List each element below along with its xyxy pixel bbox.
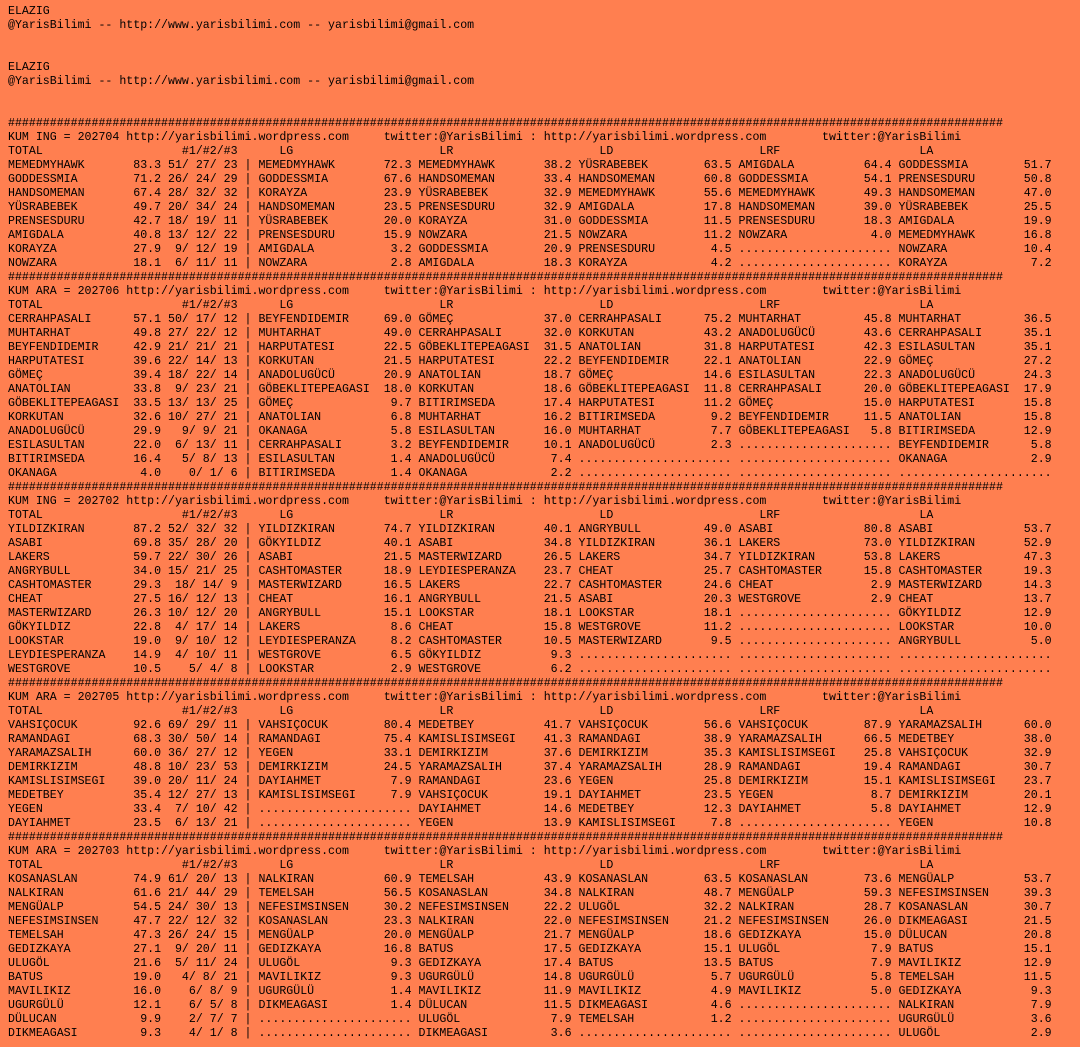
table-row: YÜSRABEBEK 49.7 20/ 34/ 24 | HANDSOMEMAN 23.5 PRENSESDURU 32.9 AMIGDALA 17.8 HANDSOMEMAN 39.0 YÜSRABEBEK 25.5 [8,201,1052,214]
table-row: KAMISLISIMSEGI 39.0 20/ 11/ 24 | DAYIAHMET 7.9 RAMANDAGI 23.6 YEGEN 25.8 DEMIRKIZIM 15.1 KAMISLISIMSEGI 23.7 [8,775,1052,788]
separator-line: ############################################################################################################################################### [8,831,1003,844]
blank-line [8,47,1080,61]
table-row: WESTGROVE 10.5 5/ 4/ 8 | LOOKSTAR 2.9 WESTGROVE 6.2 ...................... ...................... ...................... [8,663,1052,676]
table-row: CERRAHPASALI 57.1 50/ 17/ 12 | BEYFENDIDEMIR 69.0 GÖMEÇ 37.0 CERRAHPASALI 75.2 MUHTARHAT 45.8 MUHTARHAT 36.5 [8,313,1052,326]
separator-line: ############################################################################################################################################### [8,271,1003,284]
column-headers: TOTAL #1/#2/#3 LG LR LD LRF LA [8,145,934,158]
table-row: GÖBEKLITEPEAGASI 33.5 13/ 13/ 25 | GÖMEÇ 9.7 BITIRIMSEDA 17.4 HARPUTATESI 11.2 GÖMEÇ 15.0 HARPUTATESI 15.8 [8,397,1052,410]
table-row: KOSANASLAN 74.9 61/ 20/ 13 | NALKIRAN 60.9 TEMELSAH 43.9 KOSANASLAN 63.5 KOSANASLAN 73.6 MENGÜALP 53.7 [8,873,1052,886]
table-row: MASTERWIZARD 26.3 10/ 12/ 20 | ANGRYBULL 15.1 LOOKSTAR 18.1 LOOKSTAR 18.1 ...................... GÖKYILDIZ 12.9 [8,607,1052,620]
separator-line: ############################################################################################################################################### [8,677,1003,690]
contact-line: @YarisBilimi -- http://www.yarisbilimi.com -- yarisbilimi@gmail.com [8,19,475,32]
table-row: KORAYZA 27.9 9/ 12/ 19 | AMIGDALA 3.2 GODDESSMIA 20.9 PRENSESDURU 4.5 ...................... NOWZARA 10.4 [8,243,1052,256]
table-row: BATUS 19.0 4/ 8/ 21 | MAVILIKIZ 9.3 UGURGÜLÜ 14.8 UGURGÜLÜ 5.7 UGURGÜLÜ 5.8 TEMELSAH 11.5 [8,971,1052,984]
column-headers: TOTAL #1/#2/#3 LG LR LD LRF LA [8,859,934,872]
table-row: OKANAGA 4.0 0/ 1/ 6 | BITIRIMSEDA 1.4 OKANAGA 2.2 ...................... ...................... ...................... [8,467,1052,480]
blank-line [8,89,1080,103]
table-row: LOOKSTAR 19.0 9/ 10/ 12 | LEYDIESPERANZA 8.2 CASHTOMASTER 10.5 MASTERWIZARD 9.5 ...................... ANGRYBULL 5.0 [8,635,1052,648]
table-row: DÜLUCAN 9.9 2/ 7/ 7 | ...................... ULUGÖL 7.9 TEMELSAH 1.2 ...................... UGURGÜLÜ 3.6 [8,1013,1052,1026]
separator-line: ############################################################################################################################################### [8,481,1003,494]
table-row: LAKERS 59.7 22/ 30/ 26 | ASABI 21.5 MASTERWIZARD 26.5 LAKERS 34.7 YILDIZKIRAN 53.8 LAKERS 47.3 [8,551,1052,564]
race-title: KUM ING = 202704 http://yarisbilimi.wordpress.com twitter:@YarisBilimi : http://yarisbilimi.wordpress.com twitter:@YarisBilimi [8,131,962,144]
table-row: VAHSIÇOCUK 92.6 69/ 29/ 11 | VAHSIÇOCUK 80.4 MEDETBEY 41.7 VAHSIÇOCUK 56.6 VAHSIÇOCUK 87.9 YARAMAZSALIH 60.0 [8,719,1052,732]
table-row: ULUGÖL 21.6 5/ 11/ 24 | ULUGÖL 9.3 GEDIZKAYA 17.4 BATUS 13.5 BATUS 7.9 MAVILIKIZ 12.9 [8,957,1052,970]
column-headers: TOTAL #1/#2/#3 LG LR LD LRF LA [8,299,934,312]
table-row: YARAMAZSALIH 60.0 36/ 27/ 12 | YEGEN 33.1 DEMIRKIZIM 37.6 DEMIRKIZIM 35.3 KAMISLISIMSEGI 25.8 VAHSIÇOCUK 32.9 [8,747,1052,760]
table-row: PRENSESDURU 42.7 18/ 19/ 11 | YÜSRABEBEK 20.0 KORAYZA 31.0 GODDESSMIA 11.5 PRENSESDURU 18.3 AMIGDALA 19.9 [8,215,1052,228]
separator-line: ############################################################################################################################################### [8,117,1003,130]
table-row: DIKMEAGASI 9.3 4/ 1/ 8 | ...................... DIKMEAGASI 3.6 ...................... ...................... ULUGÖL 2.9 [8,1027,1052,1040]
blank-line [8,33,1080,47]
table-row: RAMANDAGI 68.3 30/ 50/ 14 | RAMANDAGI 75.4 KAMISLISIMSEGI 41.3 RAMANDAGI 38.9 YARAMAZSALIH 66.5 MEDETBEY 38.0 [8,733,1052,746]
race-title: KUM ING = 202702 http://yarisbilimi.wordpress.com twitter:@YarisBilimi : http://yarisbilimi.wordpress.com twitter:@YarisBilimi [8,495,962,508]
table-row: BITIRIMSEDA 16.4 5/ 8/ 13 | ESILASULTAN 1.4 ANADOLUGÜCÜ 7.4 ...................... ...................... OKANAGA 2.9 [8,453,1052,466]
table-row: CASHTOMASTER 29.3 18/ 14/ 9 | MASTERWIZARD 16.5 LAKERS 22.7 CASHTOMASTER 24.6 CHEAT 2.9 MASTERWIZARD 14.3 [8,579,1052,592]
table-row: UGURGÜLÜ 12.1 6/ 5/ 8 | DIKMEAGASI 1.4 DÜLUCAN 11.5 DIKMEAGASI 4.6 ...................... NALKIRAN 7.9 [8,999,1052,1012]
table-row: ANATOLIAN 33.8 9/ 23/ 21 | GÖBEKLITEPEAGASI 18.0 KORKUTAN 18.6 GÖBEKLITEPEAGASI 11.8 CERRAHPASALI 20.0 GÖBEKLITEPEAGASI 17.9 [8,383,1052,396]
table-row: HARPUTATESI 39.6 22/ 14/ 13 | KORKUTAN 21.5 HARPUTATESI 22.2 BEYFENDIDEMIR 22.1 ANATOLIAN 22.9 GÖMEÇ 27.2 [8,355,1052,368]
table-row: GODDESSMIA 71.2 26/ 24/ 29 | GODDESSMIA 67.6 HANDSOMEMAN 33.4 HANDSOMEMAN 60.8 GODDESSMIA 54.1 PRENSESDURU 50.8 [8,173,1052,186]
location-title: ELAZIG [8,5,50,18]
table-row: CHEAT 27.5 16/ 12/ 13 | CHEAT 16.1 ANGRYBULL 21.5 ASABI 20.3 WESTGROVE 2.9 CHEAT 13.7 [8,593,1052,606]
race-title: KUM ARA = 202703 http://yarisbilimi.wordpress.com twitter:@YarisBilimi : http://yarisbilimi.wordpress.com twitter:@YarisBilimi [8,845,962,858]
contact-line: @YarisBilimi -- http://www.yarisbilimi.com -- yarisbilimi@gmail.com [8,75,475,88]
location-title: ELAZIG [8,61,50,74]
table-row: MAVILIKIZ 16.0 6/ 8/ 9 | UGURGÜLÜ 1.4 MAVILIKIZ 11.9 MAVILIKIZ 4.9 MAVILIKIZ 5.0 GEDIZKAYA 9.3 [8,985,1052,998]
column-headers: TOTAL #1/#2/#3 LG LR LD LRF LA [8,509,934,522]
table-row: NEFESIMSINSEN 47.7 22/ 12/ 32 | KOSANASLAN 23.3 NALKIRAN 22.0 NEFESIMSINSEN 21.2 NEFESIMSINSEN 26.0 DIKMEAGASI 21.5 [8,915,1052,928]
table-row: ESILASULTAN 22.0 6/ 13/ 11 | CERRAHPASALI 3.2 BEYFENDIDEMIR 10.1 ANADOLUGÜCÜ 2.3 ...................... BEYFENDIDEMIR 5.8 [8,439,1052,452]
table-row: YEGEN 33.4 7/ 10/ 42 | ...................... DAYIAHMET 14.6 MEDETBEY 12.3 DAYIAHMET 5.8 DAYIAHMET 12.9 [8,803,1052,816]
table-row: NALKIRAN 61.6 21/ 44/ 29 | TEMELSAH 56.5 KOSANASLAN 34.8 NALKIRAN 48.7 MENGÜALP 59.3 NEFESIMSINSEN 39.3 [8,887,1052,900]
table-row: ASABI 69.8 35/ 28/ 20 | GÖKYILDIZ 40.1 ASABI 34.8 YILDIZKIRAN 36.1 LAKERS 73.0 YILDIZKIRAN 52.9 [8,537,1052,550]
race-title: KUM ARA = 202706 http://yarisbilimi.wordpress.com twitter:@YarisBilimi : http://yarisbilimi.wordpress.com twitter:@YarisBilimi [8,285,962,298]
table-row: MEDETBEY 35.4 12/ 27/ 13 | KAMISLISIMSEGI 7.9 VAHSIÇOCUK 19.1 DAYIAHMET 23.5 YEGEN 8.7 DEMIRKIZIM 20.1 [8,789,1052,802]
race-title: KUM ARA = 202705 http://yarisbilimi.wordpress.com twitter:@YarisBilimi : http://yarisbilimi.wordpress.com twitter:@YarisBilimi [8,691,962,704]
table-row: NOWZARA 18.1 6/ 11/ 11 | NOWZARA 2.8 AMIGDALA 18.3 KORAYZA 4.2 ...................... KORAYZA 7.2 [8,257,1052,270]
table-row: DEMIRKIZIM 48.8 10/ 23/ 53 | DEMIRKIZIM 24.5 YARAMAZSALIH 37.4 YARAMAZSALIH 28.9 RAMANDAGI 19.4 RAMANDAGI 30.7 [8,761,1052,774]
table-row: MEMEDMYHAWK 83.3 51/ 27/ 23 | MEMEDMYHAWK 72.3 MEMEDMYHAWK 38.2 YÜSRABEBEK 63.5 AMIGDALA 64.4 GODDESSMIA 51.7 [8,159,1052,172]
table-row: GÖKYILDIZ 22.8 4/ 17/ 14 | LAKERS 8.6 CHEAT 15.8 WESTGROVE 11.2 ...................... LOOKSTAR 10.0 [8,621,1052,634]
table-row: HANDSOMEMAN 67.4 28/ 32/ 32 | KORAYZA 23.9 YÜSRABEBEK 32.9 MEMEDMYHAWK 55.6 MEMEDMYHAWK 49.3 HANDSOMEMAN 47.0 [8,187,1052,200]
table-row: LEYDIESPERANZA 14.9 4/ 10/ 11 | WESTGROVE 6.5 GÖKYILDIZ 9.3 ...................... ...................... ...................... [8,649,1052,662]
table-row: KORKUTAN 32.6 10/ 27/ 21 | ANATOLIAN 6.8 MUHTARHAT 16.2 BITIRIMSEDA 9.2 BEYFENDIDEMIR 11.5 ANATOLIAN 15.8 [8,411,1052,424]
table-row: ANADOLUGÜCÜ 29.9 9/ 9/ 21 | OKANAGA 5.8 ESILASULTAN 16.0 MUHTARHAT 7.7 GÖBEKLITEPEAGASI 5.8 BITIRIMSEDA 12.9 [8,425,1052,438]
table-row: ANGRYBULL 34.0 15/ 21/ 25 | CASHTOMASTER 18.9 LEYDIESPERANZA 23.7 CHEAT 25.7 CASHTOMASTER 15.8 CASHTOMASTER 19.3 [8,565,1052,578]
blank-line [8,103,1080,117]
table-row: YILDIZKIRAN 87.2 52/ 32/ 32 | YILDIZKIRAN 74.7 YILDIZKIRAN 40.1 ANGRYBULL 49.0 ASABI 80.8 ASABI 53.7 [8,523,1052,536]
column-headers: TOTAL #1/#2/#3 LG LR LD LRF LA [8,705,934,718]
table-row: TEMELSAH 47.3 26/ 24/ 15 | MENGÜALP 20.0 MENGÜALP 21.7 MENGÜALP 18.6 GEDIZKAYA 15.0 DÜLUCAN 20.8 [8,929,1052,942]
table-row: BEYFENDIDEMIR 42.9 21/ 21/ 21 | HARPUTATESI 22.5 GÖBEKLITEPEAGASI 31.5 ANATOLIAN 31.8 HARPUTATESI 42.3 ESILASULTAN 35.1 [8,341,1052,354]
table-row: DAYIAHMET 23.5 6/ 13/ 21 | ...................... YEGEN 13.9 KAMISLISIMSEGI 7.8 ...................... YEGEN 10.8 [8,817,1052,830]
table-row: GEDIZKAYA 27.1 9/ 20/ 11 | GEDIZKAYA 16.8 BATUS 17.5 GEDIZKAYA 15.1 ULUGÖL 7.9 BATUS 15.1 [8,943,1052,956]
table-row: GÖMEÇ 39.4 18/ 22/ 14 | ANADOLUGÜCÜ 20.9 ANATOLIAN 18.7 GÖMEÇ 14.6 ESILASULTAN 22.3 ANADOLUGÜCÜ 24.3 [8,369,1052,382]
table-row: MUHTARHAT 49.8 27/ 22/ 12 | MUHTARHAT 49.0 CERRAHPASALI 32.0 KORKUTAN 43.2 ANADOLUGÜCÜ 43.6 CERRAHPASALI 35.1 [8,327,1052,340]
table-row: AMIGDALA 40.8 13/ 12/ 22 | PRENSESDURU 15.9 NOWZARA 21.5 NOWZARA 11.2 NOWZARA 4.0 MEMEDMYHAWK 16.8 [8,229,1052,242]
table-row: MENGÜALP 54.5 24/ 30/ 13 | NEFESIMSINSEN 30.2 NEFESIMSINSEN 22.2 ULUGÖL 32.2 NALKIRAN 28.7 KOSANASLAN 30.7 [8,901,1052,914]
